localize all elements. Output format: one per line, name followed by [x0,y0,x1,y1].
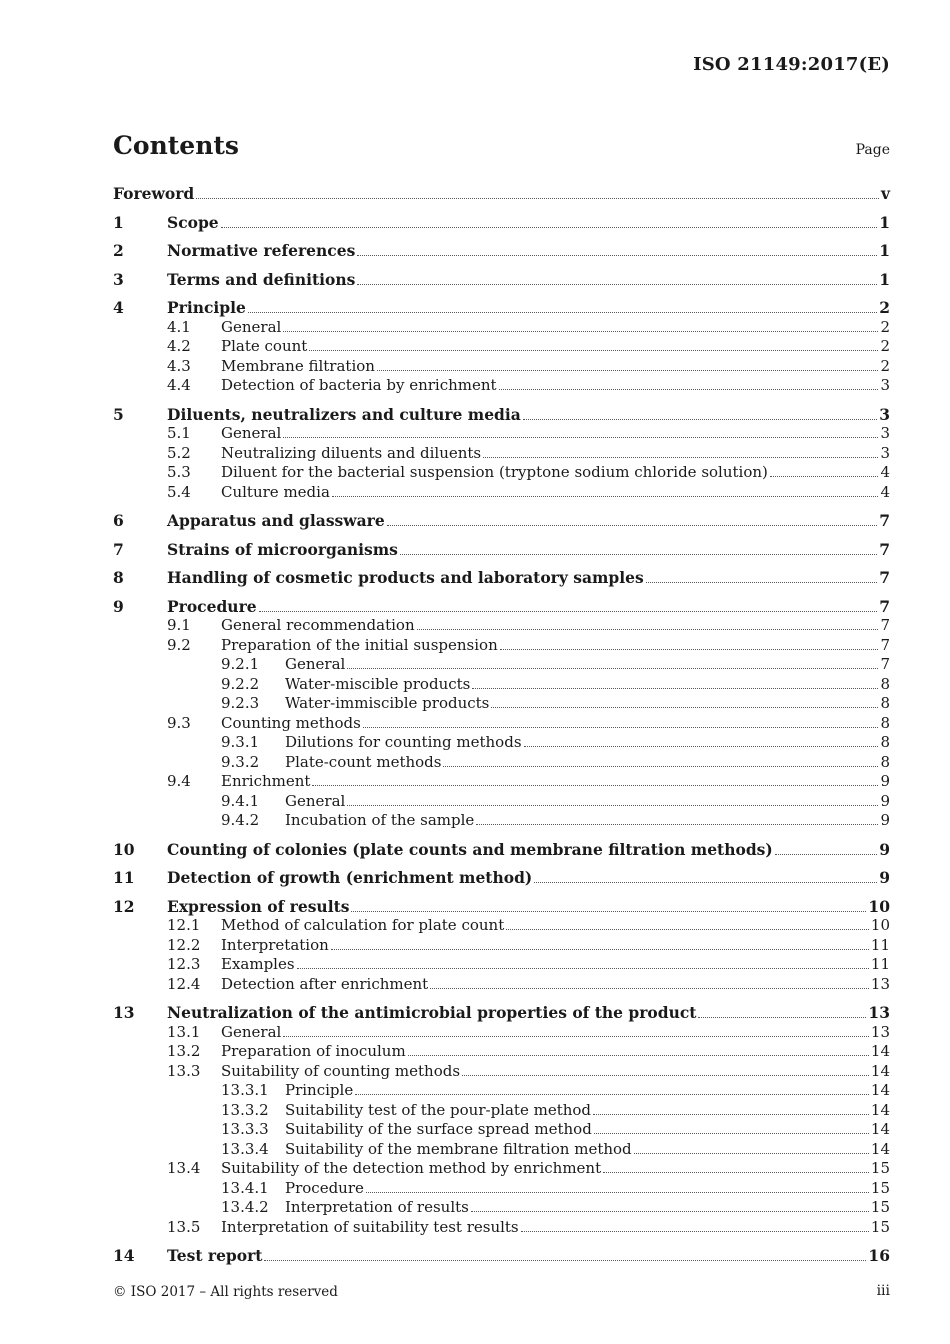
toc-entry-body [221,318,890,338]
toc-entry-body [221,424,890,444]
toc-entry-number: 4 [113,298,124,317]
toc-entry-page: 3 [880,424,890,442]
toc-entry-title: Strains of microorganisms [167,539,398,559]
toc-entry-page: 2 [880,356,890,375]
toc-entry-body [167,897,890,917]
toc-entry-page: 16 [868,1246,890,1265]
toc-entry-body [285,655,890,675]
toc-entry-page: 14 [870,1139,890,1158]
copyright-notice: © ISO 2017 – All rights reserved [113,1284,338,1300]
toc-entry-title: Membrane filtration [221,356,375,375]
toc-entry-number: 12.4 [167,974,201,993]
toc-entry-page: 7 [880,655,890,673]
toc-entry-title: Procedure [285,1178,364,1197]
dot-leader [521,1231,869,1232]
toc-entry-title: Detection of growth (enrichment method) [167,868,533,887]
toc-entry-number: 13.4.1 [221,1178,269,1197]
dot-leader [770,476,879,477]
toc-entry[interactable] [113,298,890,318]
toc-entry-number: 13.2 [167,1042,201,1060]
toc-entry-page: 7 [879,539,890,559]
toc-entry-page: 14 [870,1081,890,1099]
toc-entry-number: 1 [113,212,124,232]
toc-entry-body [221,1159,890,1179]
toc-entry-page: 11 [870,935,890,954]
toc-entry-number: 7 [113,539,124,559]
toc-entry-page: 8 [880,694,890,712]
toc-entry-number: 12 [113,896,135,916]
dot-leader [634,1153,869,1154]
toc-entry[interactable] [113,444,890,464]
toc-entry-title: Examples [221,955,295,973]
toc-entry-title: Suitability of the detection method by enrichment [221,1159,602,1177]
toc-entry-page: 7 [879,568,890,587]
toc-entry-title: Water-immiscible products [285,694,490,712]
toc-entry-body [221,463,890,483]
toc-entry-number: 13.4.2 [221,1198,269,1216]
toc-entry-body [167,868,890,888]
toc-entry[interactable] [113,463,890,483]
toc-entry-title: Principle [167,298,246,317]
toc-entry-number: 10 [113,839,135,859]
toc-entry[interactable] [113,1003,890,1023]
toc-entry[interactable] [113,1062,890,1082]
toc-entry-number: 5.1 [167,424,191,442]
dot-leader [312,785,878,786]
toc-entry-body [285,694,890,714]
toc-entry-body [167,540,890,560]
toc-entry-body [167,298,890,318]
toc-entry[interactable] [113,733,890,753]
toc-entry-number: 4.1 [167,317,191,336]
toc-entry-page: 15 [870,1217,890,1236]
toc-entry-number: 9.3 [167,713,191,732]
page-title: Contents [113,131,240,160]
toc-entry-title: Expression of results [167,896,350,916]
toc-entry-number: 13 [113,1003,135,1022]
toc-entry-title: Detection after enrichment [221,974,429,993]
dot-leader [430,988,869,989]
toc-entry[interactable] [113,483,890,503]
toc-entry-page: 3 [880,376,890,394]
toc-entry[interactable] [113,955,890,975]
toc-entry[interactable] [113,792,890,812]
dot-leader [283,1036,869,1037]
toc-entry-body [113,184,890,204]
toc-entry-title: General [221,424,282,442]
toc-entry[interactable] [113,405,890,425]
dot-leader [523,419,877,420]
toc-entry-page: 3 [880,443,890,462]
dot-leader [476,824,878,825]
toc-entry-title: Handling of cosmetic products and laboratory samples [167,568,644,587]
toc-entry-number: 13.1 [167,1022,201,1041]
toc-entry[interactable] [113,568,890,588]
dot-leader [357,284,877,285]
toc-entry-title: Counting methods [221,713,361,732]
toc-entry-page: 14 [870,1061,890,1080]
toc-entry-page: 9 [880,791,890,810]
toc-entry-page: 2 [880,317,890,336]
toc-entry-body [167,405,890,425]
dot-leader [248,312,877,313]
toc-entry[interactable] [113,1246,890,1266]
toc-entry-body [221,636,890,656]
toc-entry-page: 10 [868,896,890,916]
toc-entry-page: 1 [879,269,890,289]
toc-entry-body [285,811,890,831]
toc-entry-body [167,511,890,531]
toc-entry[interactable] [113,357,890,377]
toc-entry-number: 12.1 [167,916,201,934]
toc-entry-title: Detection of bacteria by enrichment [221,376,497,394]
toc-entry-page: 9 [880,811,890,829]
toc-entry-title: Preparation of the initial suspension [221,635,498,654]
toc-entry-page: 7 [880,635,890,654]
toc-entry[interactable] [113,511,890,531]
toc-entry[interactable] [113,840,890,860]
toc-entry[interactable] [113,1023,890,1043]
toc-entry-number: 9.2 [167,635,191,654]
dot-leader [283,331,878,332]
toc-entry-number: 11 [113,868,135,887]
toc-entry[interactable] [113,376,890,396]
dot-leader [506,929,869,930]
toc-entry-body [285,1179,890,1199]
toc-entry-title: Plate count [221,337,308,355]
dot-leader [297,968,869,969]
dot-leader [408,1055,869,1056]
toc-entry-body [285,1198,890,1218]
toc-entry-page: 15 [870,1159,890,1177]
toc-entry-page: 4 [880,463,890,481]
toc-entry-number: 9.1 [167,616,191,634]
dot-leader [491,707,878,708]
toc-entry-body [167,597,890,617]
toc-entry-page: 15 [870,1178,890,1197]
toc-entry-page: 11 [870,955,890,973]
toc-entry-page: 14 [870,1042,890,1060]
toc-entry[interactable] [113,636,890,656]
toc-entry-body [221,357,890,377]
toc-entry-page: 14 [870,1100,890,1119]
dot-leader [347,805,878,806]
table-of-contents [113,184,890,1266]
dot-leader [331,949,869,950]
toc-entry-body [221,955,890,975]
dot-leader [471,1211,869,1212]
toc-entry-body [285,1140,890,1160]
toc-entry-page: 2 [879,298,890,317]
toc-entry-number: 9.3.1 [221,733,260,751]
toc-entry-page: 8 [880,674,890,693]
toc-entry[interactable] [113,1120,890,1140]
toc-entry[interactable] [113,675,890,695]
toc-entry-page: 8 [880,733,890,751]
toc-entry-title: Method of calculation for plate count [221,916,505,934]
toc-entry-page: 13 [868,1003,890,1022]
toc-entry-page: 3 [879,404,890,424]
toc-entry[interactable] [113,540,890,560]
toc-entry-body [167,1003,890,1023]
toc-entry-body [221,936,890,956]
toc-entry[interactable] [113,772,890,792]
toc-entry-number: 13.5 [167,1217,201,1236]
toc-entry-page: 7 [879,596,890,616]
toc-entry-title: Normative references [167,241,356,260]
toc-entry-number: 5.2 [167,443,191,462]
dot-leader [377,370,879,371]
dot-leader [363,727,879,728]
toc-entry[interactable] [113,655,890,675]
toc-entry-title: Incubation of the sample [285,811,475,829]
toc-entry[interactable] [113,1159,890,1179]
toc-entry[interactable] [113,1081,890,1101]
toc-entry-number: 9 [113,596,124,616]
toc-entry-title: Principle [285,1081,354,1099]
toc-entry-page: 1 [879,241,890,260]
toc-entry[interactable] [113,1140,890,1160]
toc-entry-page: 13 [870,1022,890,1041]
toc-entry-body [221,714,890,734]
toc-entry-body [167,213,890,233]
toc-entry-title: Preparation of inoculum [221,1042,406,1060]
toc-entry-body [167,840,890,860]
toc-entry-body [221,616,890,636]
dot-leader [309,350,878,351]
toc-entry-body [285,792,890,812]
toc-entry-body [221,772,890,792]
toc-entry-title: Foreword [113,184,195,203]
toc-entry-title: Plate-count methods [285,752,442,771]
dot-leader [221,227,878,228]
toc-entry-page: 10 [870,916,890,934]
toc-entry-title: Dilutions for counting methods [285,733,522,751]
toc-entry-title: General [221,1022,282,1041]
toc-entry-body [285,1101,890,1121]
toc-entry-page: 9 [880,772,890,790]
dot-leader [347,668,878,669]
toc-entry[interactable] [113,1042,890,1062]
toc-entry-body [285,1120,890,1140]
toc-entry-number: 9.2.3 [221,694,260,712]
toc-entry[interactable] [113,424,890,444]
toc-entry-title: Counting of colonies (plate counts and membrane filtration methods) [167,839,773,859]
toc-entry-number: 6 [113,511,124,530]
dot-leader [534,882,877,883]
dot-leader [524,746,879,747]
toc-entry-number: 9.4 [167,772,191,790]
toc-entry-title: Interpretation of suitability test results [221,1217,519,1236]
toc-entry-number: 4.4 [167,376,191,394]
toc-entry-page: 8 [880,713,890,732]
toc-entry-number: 13.3 [167,1061,201,1080]
dot-leader [775,854,877,855]
toc-entry-title: Scope [167,212,219,232]
toc-entry[interactable] [113,213,890,233]
toc-entry-body [167,270,890,290]
toc-entry-number: 13.4 [167,1159,201,1177]
toc-entry-number: 13.3.1 [221,1081,269,1099]
toc-entry[interactable] [113,616,890,636]
toc-entry-title: Water-miscible products [285,674,471,693]
toc-entry-body [221,1218,890,1238]
toc-entry-title: General [285,791,346,810]
toc-entry-body [221,444,890,464]
toc-entry[interactable] [113,868,890,888]
toc-entry[interactable] [113,1218,890,1238]
toc-entry-body [221,1023,890,1043]
toc-entry[interactable] [113,811,890,831]
dot-leader [283,437,878,438]
toc-entry-title: Suitability test of the pour-plate method [285,1100,592,1119]
toc-entry-body [221,337,890,357]
toc-entry-number: 9.4.2 [221,811,260,829]
toc-entry-title: Culture media [221,482,330,501]
document-id: ISO 21149:2017(E) [693,54,890,75]
toc-entry-number: 8 [113,568,124,587]
toc-entry[interactable] [113,337,890,357]
toc-entry-page: 8 [880,752,890,771]
toc-entry-page: 7 [879,511,890,530]
toc-entry[interactable] [113,1198,890,1218]
dot-leader [646,582,877,583]
dot-leader [593,1114,869,1115]
toc-entry-title: General recommendation [221,616,415,634]
toc-entry-title: Neutralizing diluents and diluents [221,443,482,462]
toc-entry[interactable] [113,1179,890,1199]
toc-entry-body [167,1246,890,1266]
toc-entry-body [167,568,890,588]
toc-entry-number: 13.3.3 [221,1120,269,1138]
toc-entry-number: 9.4.1 [221,791,260,810]
toc-entry-body [221,483,890,503]
dot-leader [196,198,879,199]
toc-entry-page: 14 [870,1120,890,1138]
dot-leader [472,688,878,689]
toc-entry-title: Suitability of the membrane filtration method [285,1139,632,1158]
dot-leader [351,911,866,912]
dot-leader [332,496,879,497]
dot-leader [355,1094,869,1095]
dot-leader [400,554,877,555]
toc-entry-title: Procedure [167,596,257,616]
toc-entry-page: 7 [880,616,890,634]
toc-entry[interactable] [113,241,890,261]
toc-entry-number: 12.2 [167,935,201,954]
toc-entry-title: Neutralization of the antimicrobial properties of the product [167,1003,697,1022]
toc-entry-body [285,733,890,753]
dot-leader [417,629,879,630]
toc-entry-page: 15 [870,1198,890,1216]
toc-entry[interactable] [113,270,890,290]
toc-entry-body [285,1081,890,1101]
toc-entry-title: General [285,655,346,673]
toc-entry-number: 13.3.4 [221,1139,269,1158]
dot-leader [366,1192,869,1193]
toc-entry-body [221,1042,890,1062]
dot-leader [387,525,878,526]
toc-entry-page: v [880,184,890,203]
dot-leader [603,1172,869,1173]
toc-entry-page: 1 [879,212,890,232]
toc-entry-number: 9.2.1 [221,655,260,673]
toc-entry-number: 2 [113,241,124,260]
toc-entry-page: 9 [879,839,890,859]
toc-entry-body [167,241,890,261]
dot-leader [357,255,877,256]
toc-entry-number: 14 [113,1246,135,1265]
toc-entry[interactable] [113,184,890,204]
toc-entry-title: Terms and definitions [167,269,356,289]
dot-leader [698,1017,866,1018]
toc-entry[interactable] [113,936,890,956]
toc-entry[interactable] [113,597,890,617]
toc-entry[interactable] [113,694,890,714]
dot-leader [499,389,879,390]
toc-entry-title: Apparatus and glassware [167,511,385,530]
dot-leader [500,649,879,650]
page-number: iii [876,1283,890,1299]
toc-entry[interactable] [113,975,890,995]
dot-leader [462,1075,869,1076]
toc-entry-page: 13 [870,974,890,993]
toc-entry[interactable] [113,1101,890,1121]
page-column-label: Page [855,142,890,158]
dot-leader [259,611,878,612]
toc-entry-body [221,975,890,995]
toc-entry-number: 3 [113,269,124,289]
toc-entry-title: Enrichment [221,772,311,790]
toc-entry-page: 9 [879,868,890,887]
toc-entry-number: 13.3.2 [221,1100,269,1119]
toc-entry-page: 4 [880,482,890,501]
toc-entry-title: Test report [167,1246,263,1265]
toc-entry[interactable] [113,753,890,773]
toc-entry-number: 4.2 [167,337,191,355]
dot-leader [483,457,878,458]
toc-entry-title: Suitability of the surface spread method [285,1120,592,1138]
dot-leader [264,1260,866,1261]
toc-entry-number: 5.4 [167,482,191,501]
toc-entry-number: 9.3.2 [221,752,260,771]
toc-entry-number: 9.2.2 [221,674,260,693]
toc-entry-body [221,1062,890,1082]
toc-entry[interactable] [113,916,890,936]
dot-leader [594,1133,869,1134]
toc-entry-title: Diluents, neutralizers and culture media [167,404,521,424]
toc-entry-number: 5 [113,404,124,424]
toc-entry-title: Suitability of counting methods [221,1061,461,1080]
toc-entry[interactable] [113,318,890,338]
dot-leader [443,766,878,767]
toc-entry-body [221,376,890,396]
toc-entry-body [285,753,890,773]
toc-entry-page: 2 [880,337,890,355]
toc-entry[interactable] [113,897,890,917]
toc-entry-title: Diluent for the bacterial suspension (tryptone sodium chloride solution) [221,463,768,481]
toc-entry-number: 12.3 [167,955,201,973]
toc-entry[interactable] [113,714,890,734]
toc-entry-body [285,675,890,695]
toc-entry-number: 5.3 [167,463,191,481]
toc-entry-number: 4.3 [167,356,191,375]
toc-entry-title: Interpretation [221,935,329,954]
toc-entry-title: Interpretation of results [285,1198,469,1216]
toc-entry-body [221,916,890,936]
toc-entry-title: General [221,317,282,336]
